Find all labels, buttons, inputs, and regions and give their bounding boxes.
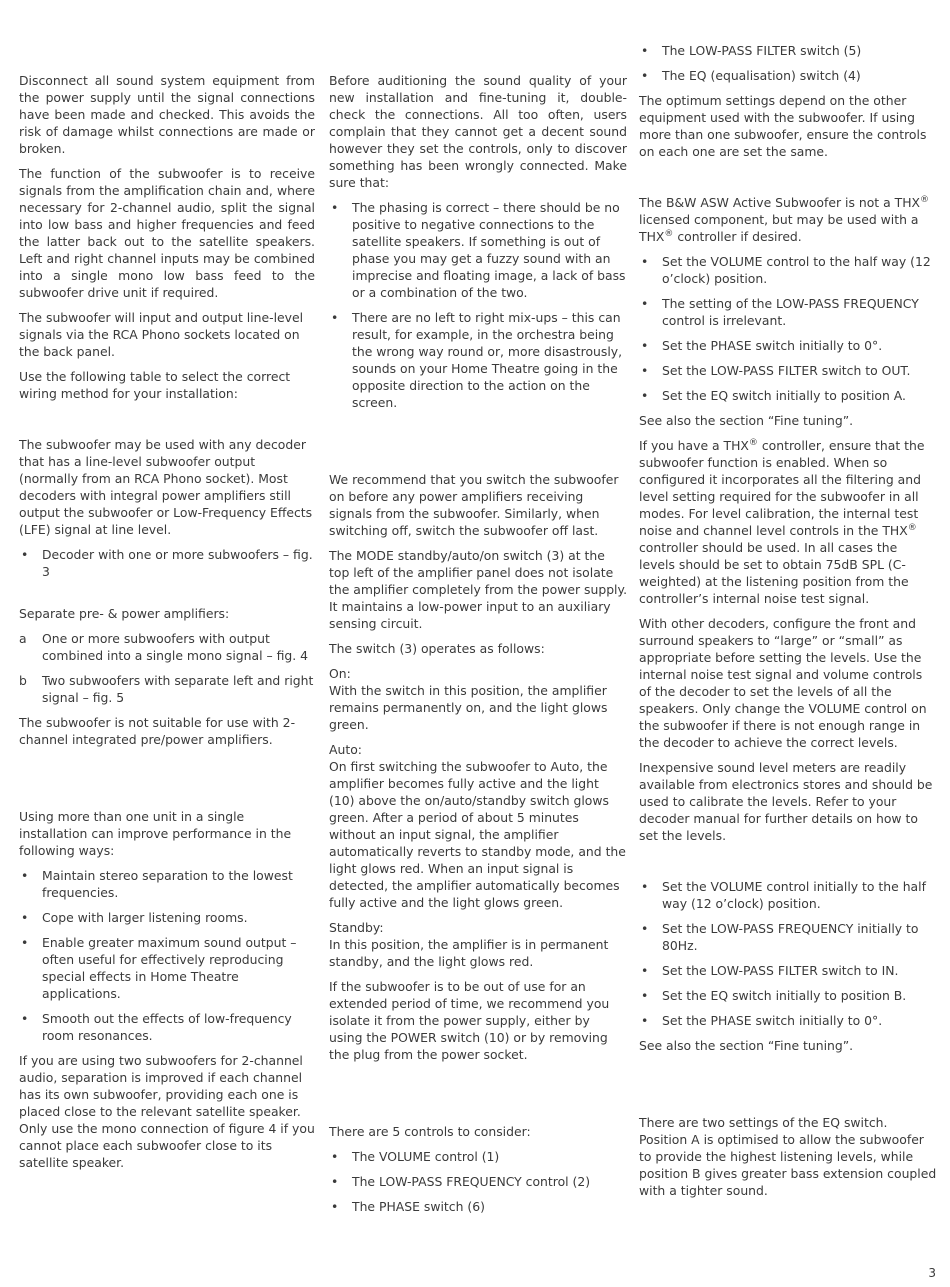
list-item: • The setting of the LOW-PASS FREQUENCY control is irrelevant.: [639, 295, 937, 329]
other-settings-list: [639, 878, 937, 1029]
list-item: • Set the EQ switch initially to position B.: [639, 987, 937, 1004]
mode-auto-description: [329, 741, 627, 911]
column-3: [639, 42, 937, 1207]
list-marker: a: [19, 631, 27, 646]
list-item-text: Two subwoofers with separate left and right signal – fig. 5: [42, 673, 314, 705]
registered-mark: ®: [748, 437, 758, 448]
list-item: • Maintain stereo separation to the lowest frequencies.: [19, 867, 315, 901]
paragraph-thx-licence: The B&W ASW Active Subwoofer is not a THX® licensed component, but may be used with a THX® controller if desired.: [639, 194, 930, 244]
paragraph-see-also-fine-tuning: See also the section “Fine tuning”.: [639, 413, 854, 428]
list-marker: b: [19, 673, 27, 688]
paragraph-thx-controller: If you have a THX® controller, ensure that the subwoofer function is enabled. When so configured it incorporates all the filtering and level setting required for the subwoofer in all modes. For level calibration, the internal test noise and channel level controls in the THX® controller should be used. In all cases the levels should be set to obtain 75dB SPL (C-weighted) at the listening position from the controller’s internal noise test signal.: [639, 437, 925, 606]
thx-settings-list: [639, 253, 937, 404]
list-item: • Set the VOLUME control to the half way (12 o’clock) position.: [639, 253, 937, 287]
list-item: • Set the PHASE switch initially to 0°.: [639, 1012, 937, 1029]
mode-on-description: [329, 665, 627, 733]
list-item: • The PHASE switch (6): [329, 1198, 627, 1215]
registered-mark: ®: [664, 228, 674, 239]
list-item: • The VOLUME control (1): [329, 1148, 627, 1165]
paragraph-see-also-fine-tuning: See also the section “Fine tuning”.: [639, 1038, 854, 1053]
list-item: • Set the LOW-PASS FILTER switch to OUT.: [639, 362, 937, 379]
paragraph-optimum-settings: The optimum settings depend on the other equipment used with the subwoofer. If using more than one subwoofer, ensure the controls on each one are set the same.: [639, 93, 927, 159]
mode-standby-text: In this position, the amplifier is in permanent standby, and the light glows red.: [329, 937, 609, 969]
list-item: • Set the LOW-PASS FILTER switch to IN.: [639, 962, 937, 979]
list-item: • Set the PHASE switch initially to 0°.: [639, 337, 937, 354]
mode-auto-text: On first switching the subwoofer to Auto, the amplifier becomes fully active and the light (10) above the on/auto/standby switch glows green. After a period of about 5 minutes without an input signal, the amplifier automatically reverts to standby mode, and the light glows red. When an input signal is detected, the amplifier automatically becomes fully active and the light glows green.: [329, 759, 626, 910]
paragraph-out-of-use: If the subwoofer is to be out of use for an extended period of time, we recommend you isolate it from the power supply, either by using the POWER switch (10) or by removing the plug from the power socket.: [329, 979, 610, 1062]
list-item: • The LOW-PASS FREQUENCY control (2): [329, 1173, 627, 1190]
list-item: • The phasing is correct – there should be no positive to negative connections to the satellite speakers. If something is out of phase you may get a fuzzy sound with an imprecise and floating image, a lack of bass or a combination of the two.: [329, 199, 627, 301]
controls-bullet-list: [329, 1148, 627, 1215]
list-item: • Smooth out the effects of low-frequency room resonances.: [19, 1010, 315, 1044]
paragraph-two-subwoofers: If you are using two subwoofers for 2-channel audio, separation is improved if each channel has its own subwoofer, providing each one is placed close to the relevant satellite speaker. Only use the mono connection of figure 4 if you cannot place each subwoofer close to its satellite speaker.: [19, 1053, 315, 1170]
list-item: • Set the LOW-PASS FREQUENCY initially to 80Hz.: [639, 920, 937, 954]
paragraph-decoder: The subwoofer may be used with any decoder that has a line-level subwoofer output (normally from an RCA Phono socket). Most decoders with integral power amplifiers still output the subwoofer or Low-Frequency Effects (LFE) signal at line level.: [19, 437, 313, 537]
registered-mark: ®: [920, 194, 930, 205]
paragraph-subwoofer-function: The function of the subwoofer is to receive signals from the amplification chain and, where necessary for 2-channel audio, split the signal into low bass and higher frequencies and feed the latter back out to the satellite speakers. Left and right channel inputs may be combined into a single mono low bass feed to the subwoofer drive unit if required.: [19, 166, 315, 300]
list-item: • Set the VOLUME control initially to the half way (12 o’clock) position.: [639, 878, 937, 912]
list-item: • There are no left to right mix-ups – this can result, for example, in the orchestra being the wrong way round or, more disastrously, sounds on your Home Theatre going in the opposite direction to the action on the screen.: [329, 309, 627, 411]
paragraph-switch-on-order: We recommend that you switch the subwoofer on before any power amplifiers receiving signals from the subwoofer. Similarly, when switching off, switch the subwoofer off last.: [329, 472, 619, 538]
paragraph-other-decoders: With other decoders, configure the front and surround speakers to “large” or “small” as appropriate before setting the levels. Use the internal noise test signal and volume controls of the decoder to set the levels of all the speakers. Only change the VOLUME control on the subwoofer if there is not enough range in the decoder to achieve the correct levels.: [639, 616, 927, 750]
list-item: [19, 630, 315, 664]
paragraph-mode-switch: The MODE standby/auto/on switch (3) at the top left of the amplifier panel does not isolate the amplifier completely from the power supply. It maintains a low-power input to an auxiliary sensing circuit.: [329, 548, 628, 631]
paragraph-more-units: Using more than one unit in a single installation can improve performance in the following ways:: [19, 809, 292, 858]
controls-bullet-list-continued: [639, 42, 937, 84]
paragraph-line-level: The subwoofer will input and output line-level signals via the RCA Phono sockets located on the back panel.: [19, 310, 304, 359]
paragraph-separate-amplifiers: Separate pre- & power amplifiers:: [19, 606, 230, 621]
more-units-bullet-list: [19, 867, 315, 1044]
decoder-bullet-list: [19, 546, 315, 580]
paragraph-wiring-table: Use the following table to select the correct wiring method for your installation:: [19, 369, 291, 401]
paragraph-before-auditioning: Before auditioning the sound quality of your new installation and fine-tuning it, double-check the connections. All too often, users complain that they cannot get a decent sound however they set the controls, only to discover something has been wrongly connected. Make sure that:: [329, 73, 627, 190]
paragraph-sound-level-meters: Inexpensive sound level meters are readily available from electronics stores and should be used to calibrate the levels. Refer to your decoder manual for further details on how to set the levels.: [639, 760, 933, 843]
list-item: • Enable greater maximum sound output – often useful for effectively reproducing special effects in Home Theatre applications.: [19, 934, 315, 1002]
list-item: • Cope with larger listening rooms.: [19, 909, 315, 926]
mode-on-label: On:: [329, 666, 351, 681]
mode-standby-label: Standby:: [329, 920, 384, 935]
connection-check-list: [329, 199, 627, 411]
registered-mark: ®: [907, 522, 917, 533]
list-item: • The EQ (equalisation) switch (4): [639, 67, 937, 84]
list-item: • Set the EQ switch initially to position A.: [639, 387, 937, 404]
paragraph-controls: There are 5 controls to consider:: [329, 1124, 531, 1139]
paragraph-eq-switch: There are two settings of the EQ switch. Position A is optimised to allow the subwoofer to provide the highest listening levels, while position B gives greater bass extension coupled with a tighter sound.: [639, 1115, 937, 1198]
column-1: [19, 72, 315, 1179]
list-item-text: One or more subwoofers with output combined into a single mono signal – fig. 4: [42, 631, 309, 663]
separate-amplifiers-list: [19, 630, 315, 706]
mode-on-text: With the switch in this position, the amplifier remains permanently on, and the light glows green.: [329, 683, 608, 732]
list-item: • Decoder with one or more subwoofers – fig. 3: [19, 546, 315, 580]
list-item: [19, 672, 315, 706]
mode-auto-label: Auto:: [329, 742, 362, 757]
paragraph-disconnect: Disconnect all sound system equipment from the power supply until the signal connections have been made and checked. This avoids the risk of damage whilst connections are made or broken.: [19, 73, 315, 156]
mode-standby-description: [329, 919, 627, 970]
paragraph-not-suitable: The subwoofer is not suitable for use with 2-channel integrated pre/power amplifiers.: [19, 715, 296, 747]
paragraph-switch-operations: The switch (3) operates as follows:: [329, 641, 545, 656]
page-number: 3: [928, 1266, 936, 1280]
list-item: • The LOW-PASS FILTER switch (5): [639, 42, 937, 59]
column-2: [329, 72, 627, 1223]
